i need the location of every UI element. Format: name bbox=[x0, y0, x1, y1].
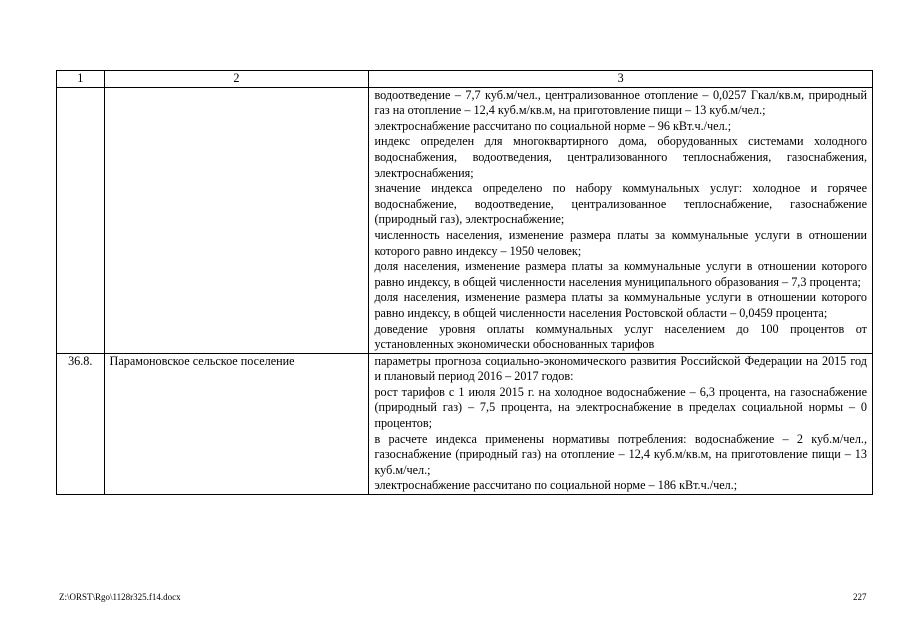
paragraph: доведение уровня оплаты коммунальных услуг населением до 100 процентов от установленных экономически обоснованных тарифов bbox=[374, 321, 867, 352]
row-description-cell bbox=[369, 353, 873, 494]
footer-file-path: Z:\ORST\Rgo\1128r325.f14.docx bbox=[59, 592, 181, 602]
header-cell-1: 1 bbox=[57, 71, 105, 88]
paragraph: электроснабжение рассчитано по социальной норме – 96 кВт.ч./чел.; bbox=[374, 118, 732, 133]
paragraph: значение индекса определено по набору коммунальных услуг: холодное и горячее водоснабжение, водоотведение, централизованное теплоснабжение, газоснабжение (природный газ), электроснабжение; bbox=[374, 181, 867, 227]
document-table bbox=[56, 70, 873, 495]
paragraph: в расчете индекса применены нормативы потребления: водоснабжение – 2 куб.м/чел., газоснабжение (природный газ) на отопление – 12,4 куб.м/кв.м, на приготовление пищи – 13 куб.м/чел.; bbox=[374, 431, 867, 477]
page-number: 227 bbox=[853, 592, 867, 602]
row-name-cell bbox=[104, 87, 369, 353]
paragraph: доля населения, изменение размера платы за коммунальные услуги в отношении которого равно индексу, в общей численности населения муниципального образования – 7,3 процента; bbox=[374, 259, 867, 289]
header-cell-2: 2 bbox=[104, 71, 369, 88]
row-number-cell: 36.8. bbox=[57, 353, 105, 494]
paragraph: параметры прогноза социально-экономического развития Российской Федерации на 2015 год и плановый период 2016 – 2017 годов: bbox=[374, 353, 867, 384]
table-header-row bbox=[57, 71, 873, 88]
paragraph: рост тарифов с 1 июля 2015 г. на холодное водоснабжение – 6,3 процента, на газоснабжение (природный газ) – 7,5 процента, на электроснабжение в пределах социальной нормы – 0 процентов; bbox=[374, 384, 867, 431]
paragraph: электроснабжение рассчитано по социальной норме – 186 кВт.ч./чел.; bbox=[374, 478, 738, 493]
paragraph: индекс определен для многоквартирного дома, оборудованных системами холодного водоснабжения, водоотведения, централизованного теплоснабжения, газоснабжения, электроснабжения; bbox=[374, 134, 867, 180]
table-row bbox=[57, 353, 873, 494]
row-name-cell: Парамоновское сельское поселение bbox=[104, 353, 369, 494]
table-row bbox=[57, 87, 873, 353]
paragraph: доля населения, изменение размера платы за коммунальные услуги в отношении которого равно индексу, в общей численности населения Ростовской области – 0,0459 процента; bbox=[374, 290, 867, 320]
row-number-cell bbox=[57, 87, 105, 353]
paragraph: водоотведение – 7,7 куб.м/чел., централизованное отопление – 0,0257 Гкал/кв.м, природный газ на отопление – 12,4 куб.м/кв.м, на приготовление пищи – 13 куб.м/чел.; bbox=[374, 87, 867, 118]
header-cell-3: 3 bbox=[369, 71, 873, 88]
row-description-cell bbox=[369, 87, 873, 353]
paragraph: численность населения, изменение размера платы за коммунальные услуги в отношении которого равно индексу – 1950 человек; bbox=[374, 227, 867, 258]
